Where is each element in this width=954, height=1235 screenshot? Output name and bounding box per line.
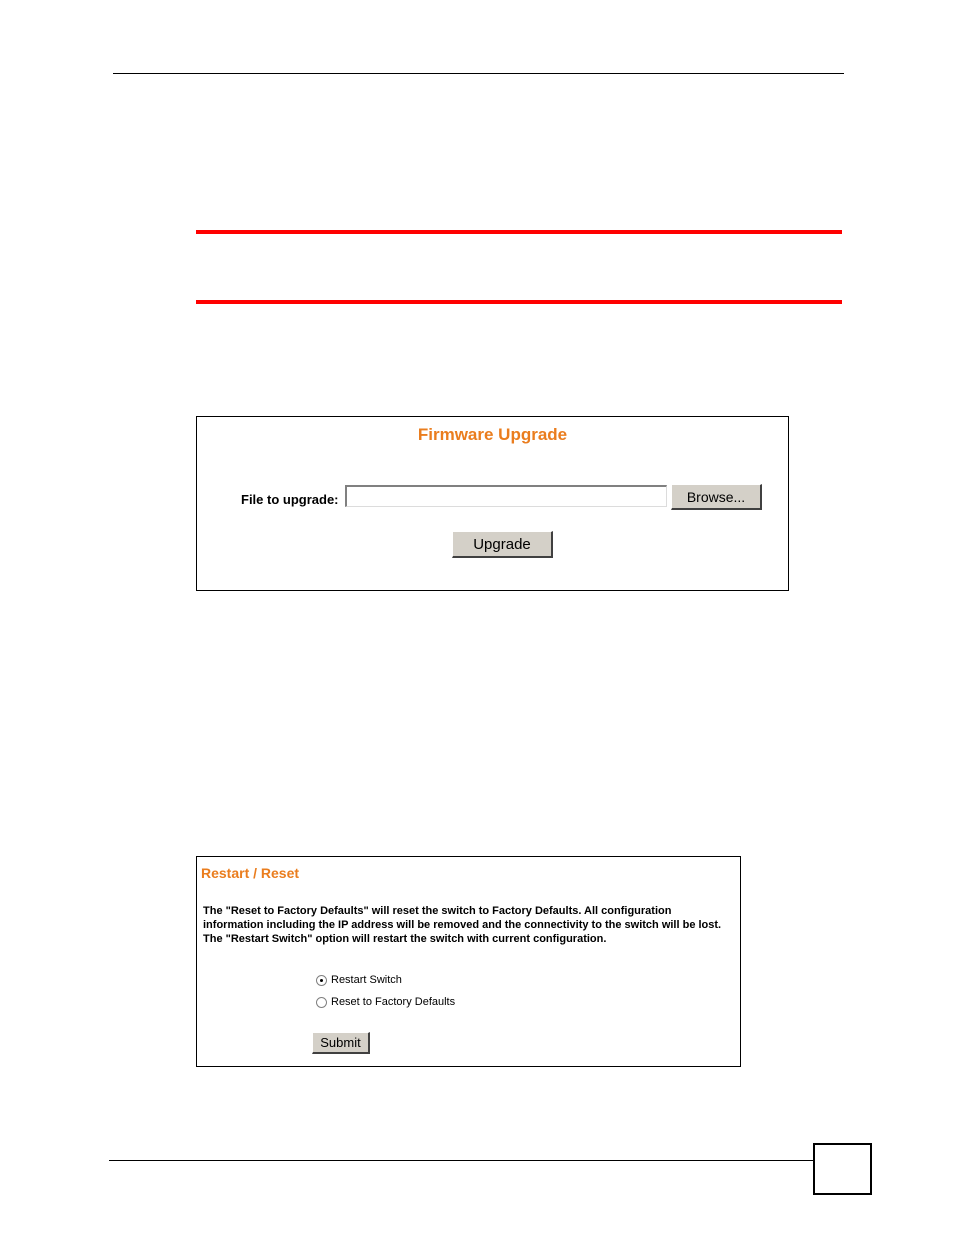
header-rule <box>113 73 844 74</box>
page-number-box <box>813 1143 872 1195</box>
description-line: information including the IP address will be removed and the connectivity to the switch will be lost. <box>203 919 722 931</box>
firmware-upgrade-title: Firmware Upgrade <box>417 425 568 444</box>
restart-switch-radio[interactable] <box>316 975 327 986</box>
description-line: The "Restart Switch" option will restart the switch with current configuration. <box>203 933 607 945</box>
browse-button[interactable]: Browse... <box>671 484 762 510</box>
reset-factory-defaults-option[interactable] <box>316 994 455 1010</box>
footer-rule <box>109 1160 815 1161</box>
restart-switch-label: Restart Switch <box>331 974 402 986</box>
note-top-rule <box>196 230 842 234</box>
description-line: The "Reset to Factory Defaults" will reset the switch to Factory Defaults. All configuration <box>203 905 672 917</box>
restart-reset-description <box>203 904 733 946</box>
reset-factory-defaults-radio[interactable] <box>316 997 327 1008</box>
submit-button[interactable]: Submit <box>312 1032 370 1054</box>
restart-switch-option[interactable] <box>316 972 402 988</box>
file-to-upgrade-label: File to upgrade: <box>241 492 339 507</box>
file-to-upgrade-input[interactable] <box>345 485 667 507</box>
firmware-upgrade-panel <box>196 416 789 591</box>
restart-reset-panel <box>196 856 741 1067</box>
restart-reset-title: Restart / Reset <box>201 865 300 881</box>
note-bottom-rule <box>196 300 842 304</box>
upgrade-button[interactable]: Upgrade <box>452 531 553 558</box>
reset-factory-defaults-label: Reset to Factory Defaults <box>331 996 456 1008</box>
